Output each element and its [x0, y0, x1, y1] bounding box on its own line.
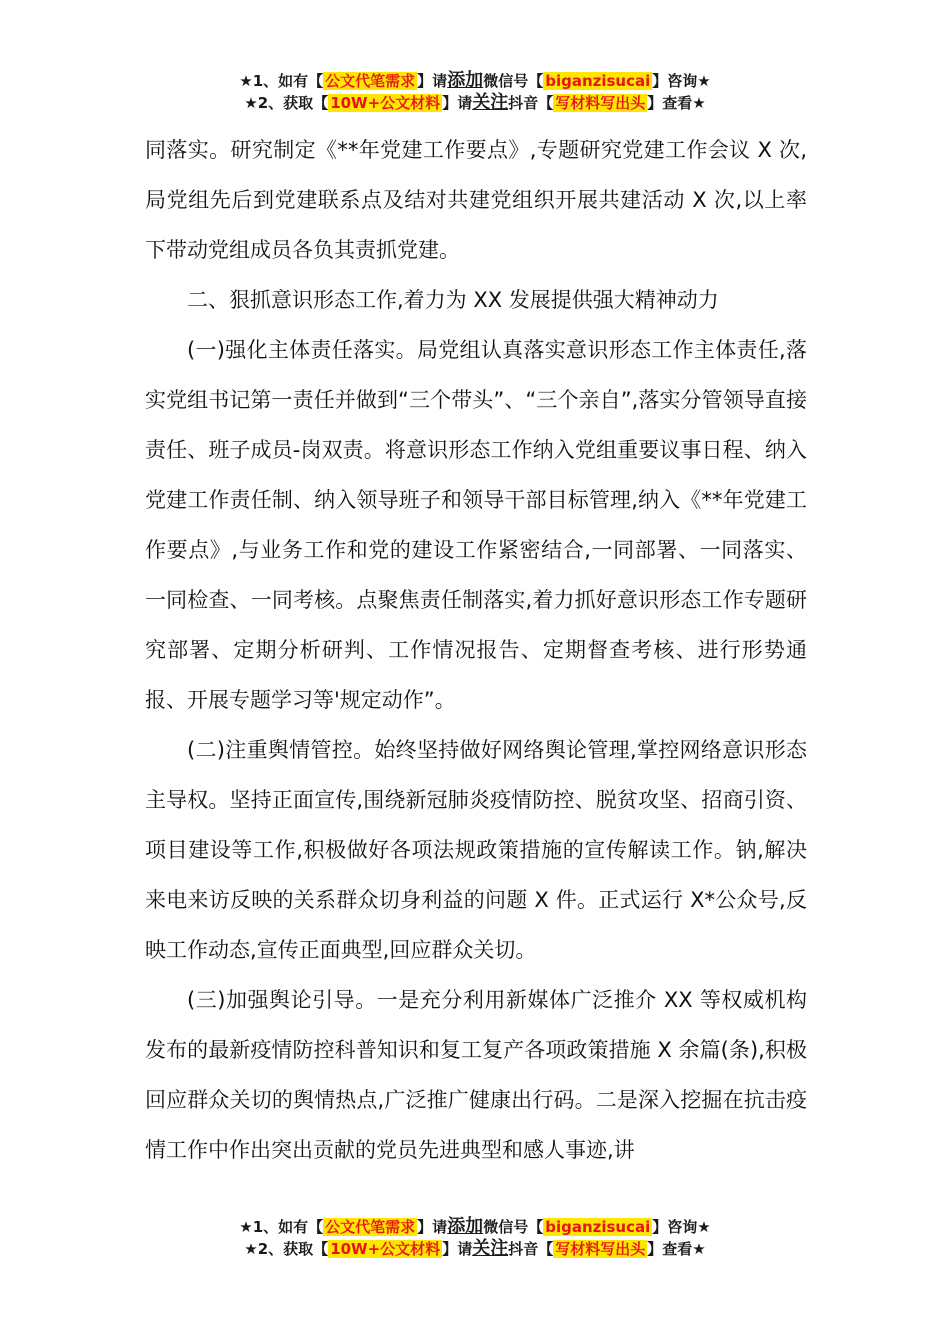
section-heading: 二、狠抓意识形态工作,着力为 XX 发展提供强大精神动力: [187, 288, 719, 312]
banner-text: ★1、如有【: [239, 72, 324, 90]
banner-line-1: [0, 1216, 950, 1238]
banner-highlight: 10W+公文材料: [330, 1240, 441, 1258]
banner-text: 微信号【: [483, 1218, 544, 1236]
banner-text: 抖音【: [508, 1240, 554, 1258]
banner-text: 】请: [442, 94, 473, 112]
banner-highlight: 公文代笔需求: [325, 72, 416, 90]
banner-highlight: 10W+公文材料: [330, 94, 441, 112]
banner-underlined: 添加: [447, 1216, 484, 1237]
banner-text: 】请: [417, 1218, 448, 1236]
banner-text: 】咨询★: [652, 1218, 711, 1236]
banner-text: 】请: [417, 72, 448, 90]
banner-line-1: [0, 70, 950, 92]
banner-text: ★2、获取【: [244, 1240, 329, 1258]
paragraph: (一)强化主体责任落实。局党组认真落实意识形态工作主体责任,落实党组书记第一责任并做到“三个带头”、“三个亲自”,落实分管领导直接责任、班子成员-岗双责。将意识形态工作纳入党组重要议事日程、纳入党建工作责任制、纳入领导班子和领导干部目标管理,纳入《**年党建工作要点》,与业务工作和党的建设工作紧密结合,一同部署、一同落实、一同检查、一同考核。点聚焦责任制落实,着力抓好意识形态工作专题研究部署、定期分析研判、工作情况报告、定期督查考核、进行形势通报、开展专题学习等'规定动作”。: [145, 338, 807, 712]
banner-text: ★1、如有【: [239, 1218, 324, 1236]
banner-highlight: biganzisucai: [545, 1218, 651, 1236]
banner-text: 微信号【: [483, 72, 544, 90]
banner-text: 】请: [442, 1240, 473, 1258]
banner-line-2: [0, 1238, 950, 1260]
paragraph: (三)加强舆论引导。一是充分利用新媒体广泛推介 XX 等权威机构发布的最新疫情防控科普知识和复工复产各项政策措施 X 余篇(条),积极回应群众关切的舆情热点,广泛推广健康出行码。二是深入挖掘在抗击疫情工作中作出突出贡献的党员先进典型和感人事迹,讲: [145, 988, 807, 1162]
banner-text: 】查看★: [647, 1240, 706, 1258]
banner-underlined: 关注: [472, 92, 509, 113]
paragraph-continuation: 同落实。研究制定《**年党建工作要点》,专题研究党建工作会议 X 次,局党组先后到党建联系点及结对共建党组织开展共建活动 X 次,以上率下带动党组成员各负其责抓党建。: [145, 138, 807, 262]
banner-highlight: 写材料写出头: [555, 1240, 646, 1258]
banner-highlight: biganzisucai: [545, 72, 651, 90]
paragraph: (二)注重舆情管控。始终坚持做好网络舆论管理,掌控网络意识形态主导权。坚持正面宣传,围绕新冠肺炎疫情防控、脱贫攻坚、招商引资、项目建设等工作,积极做好各项法规政策措施的宣传解读工作。钠,解决来电来访反映的关系群众切身利益的问题 X 件。正式运行 X*公众号,反映工作动态,宣传正面典型,回应群众关切。: [145, 738, 807, 962]
banner-highlight: 公文代笔需求: [325, 1218, 416, 1236]
banner-highlight: 写材料写出头: [555, 94, 646, 112]
banner-text: 】咨询★: [652, 72, 711, 90]
banner-underlined: 关注: [472, 1238, 509, 1259]
header-banner: [0, 70, 950, 114]
banner-text: 】查看★: [647, 94, 706, 112]
footer-banner: [0, 1216, 950, 1260]
banner-underlined: 添加: [447, 70, 484, 91]
document-body: [145, 125, 807, 1175]
banner-text: 抖音【: [508, 94, 554, 112]
banner-line-2: [0, 92, 950, 114]
banner-text: ★2、获取【: [244, 94, 329, 112]
